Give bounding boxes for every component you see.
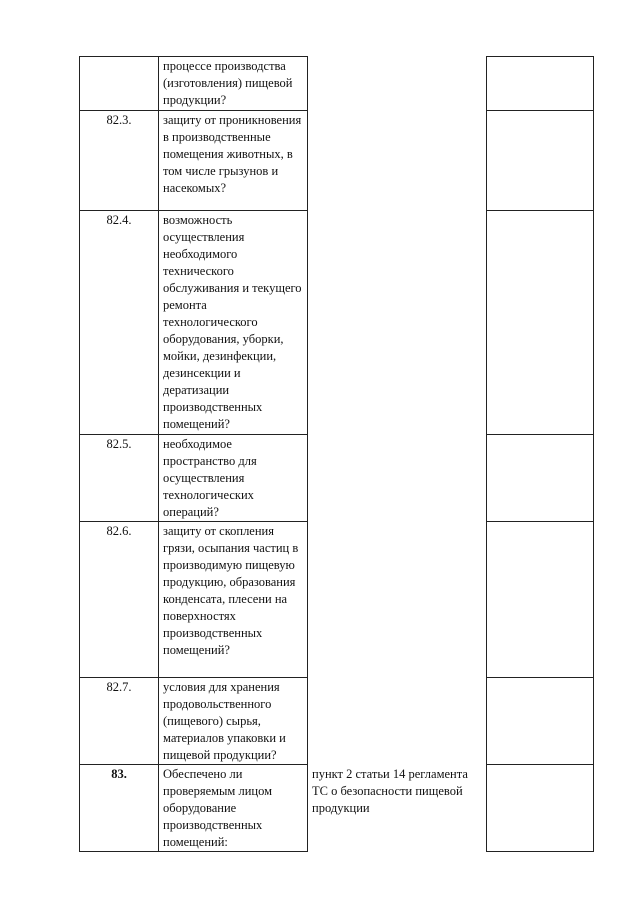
- requirement-text: процессе производства (изготовления) пищевой продукции?: [159, 57, 308, 111]
- table-row: [80, 211, 594, 435]
- item-number: 82.5.: [80, 435, 159, 522]
- table-row: [80, 435, 594, 522]
- answer-cell: [487, 57, 594, 111]
- legal-reference: [308, 211, 487, 435]
- item-number: 83.: [80, 765, 159, 852]
- requirement-text: защиту от скопления грязи, осыпания частиц в производимую пищевую продукцию, образования конденсата, плесени на поверхностях производственных помещений?: [159, 522, 308, 678]
- answer-cell: [487, 111, 594, 211]
- item-number: [80, 57, 159, 111]
- legal-reference: пункт 2 статьи 14 регламента ТС о безопасности пищевой продукции: [312, 766, 468, 815]
- requirement-text: условия для хранения продовольственного (пищевого) сырья, материалов упаковки и пищевой продукции?: [159, 678, 308, 765]
- item-number: 82.6.: [80, 522, 159, 678]
- table-row: [80, 765, 594, 852]
- table-row: [80, 111, 594, 211]
- item-number: 82.4.: [80, 211, 159, 435]
- legal-reference: [308, 57, 487, 111]
- requirement-text: Обеспечено ли проверяемым лицом оборудование производственных помещений:: [159, 765, 308, 852]
- table-row: [80, 522, 594, 678]
- answer-cell: [487, 522, 594, 678]
- requirement-text: защиту от проникновения в производственные помещения животных, в том числе грызунов и насекомых?: [159, 111, 308, 211]
- requirement-text: возможность осуществления необходимого технического обслуживания и текущего ремонта технологического оборудования, уборки, мойки, дезинфекции, дезинсекции и дератизации производственных помещений?: [159, 211, 308, 435]
- legal-reference: [308, 522, 487, 678]
- legal-reference: [308, 678, 487, 765]
- answer-cell: [487, 765, 594, 852]
- item-number: 82.7.: [80, 678, 159, 765]
- legal-reference: [308, 111, 487, 211]
- requirement-text: необходимое пространство для осуществления технологических операций?: [159, 435, 308, 522]
- answer-cell: [487, 211, 594, 435]
- answer-cell: [487, 435, 594, 522]
- legal-reference: [308, 435, 487, 522]
- answer-cell: [487, 678, 594, 765]
- item-number: 82.3.: [80, 111, 159, 211]
- table-row: [80, 57, 594, 111]
- table-row: [80, 678, 594, 765]
- checklist-table: [79, 56, 594, 852]
